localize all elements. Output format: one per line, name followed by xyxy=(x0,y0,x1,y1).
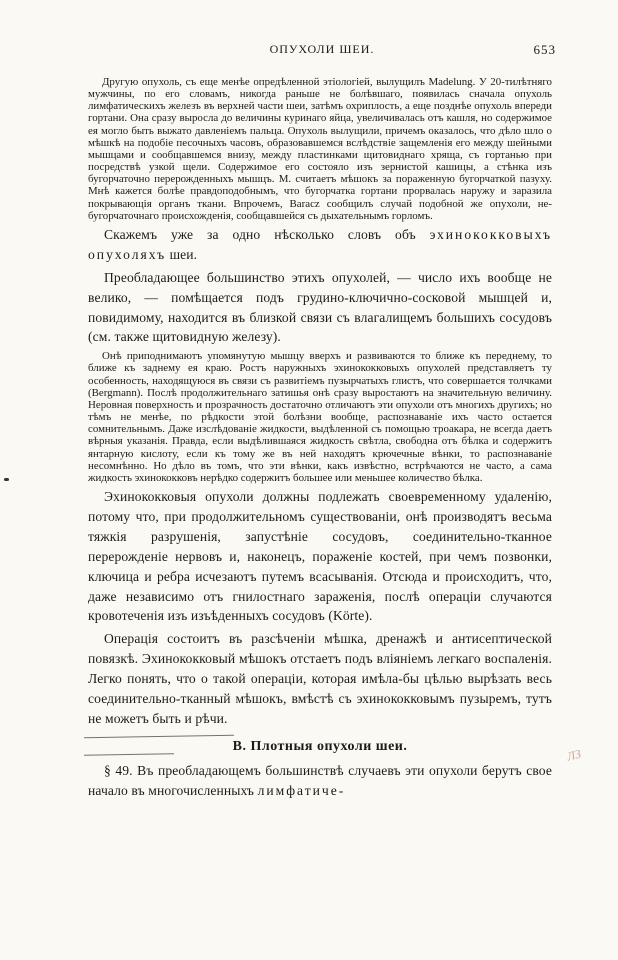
paragraph-removal: Эхинококковыя опухоли должны подлежать своевременному удаленію, потому что, при продолжительномъ существованіи, онѣ производятъ весьма тяжкія разрушенія, запустѣніе сосудовъ, соединительно-тканное перерожденіе нервовъ и, наконецъ, пораженіе костей, при чемъ позвонки, ключица и ребра исчезаютъ путемъ всасыванія. Отсюда и происходитъ, что, даже независимо отъ гнилостнаго зараженія, послѣ операціи случаются кровотеченія изъ изъѣденныхъ сосудовъ (Körte). xyxy=(88,489,552,624)
margin-note: ЛЗ xyxy=(565,746,583,764)
paragraph-operation: Операція состоитъ въ разсѣченіи мѣшка, дренажѣ и антисептической повязкѣ. Эхинококковый мѣшокъ отстаетъ подъ вліяніемъ легкаго воспаленія. Легко понять, что о такой операціи, которая имѣла-бы цѣлью вырѣзать весь соединительно-тканный мѣшокъ, вмѣстѣ съ эхинококковымъ пузыремъ, тутъ не можетъ быть и рѣчи. xyxy=(88,631,552,726)
running-title: ОПУХОЛИ ШЕИ. xyxy=(269,42,375,56)
page-number: 653 xyxy=(533,42,556,57)
paragraph-madelung-case: Другую опухоль, съ еще менѣе опредѣленной этіологіей, вылущилъ Madelung. У 20-тилѣтняго мужчины, по его словамъ, никогда раньше не болѣвшаго, появилась сначала опухоль лимфатическихъ железъ въ верхней части шеи, затѣмъ охриплость, а еще позднѣе опухоль впереди гортани. Она сразу выросла до величины куринаго яйца, увеличивалась отъ кашля, но содержимое ея могло быть выжато давленіемъ пальца. Опухоль вылущили, причемъ оказалось, что дѣло шло о мѣшкѣ на подобіе песочныхъ часовъ, образовавшемся вслѣдствіе защемленія его между шейными мышцами и сообщавшемся внизу, между пластинками щитовиднаго хряща, съ гортанью при посредствѣ узкой щели. Содержимое его состояло изъ зернистой кашицы, а стѣнка изъ бугорчаточно перерожденныхъ мышцъ. M. считаетъ мѣшокъ за пораженную бугорчаткой пазуху. Мнѣ кажется болѣе правдоподобнымъ, что бугорчатка гортани прорвалась наружу и заразила покрывающія органъ ткани. Впрочемъ, Baracz сообщилъ случай подобной же опухоли, не-бугорчаточнаго происхожденія, сообщавшейся съ дыхательнымъ горломъ. xyxy=(88,76,552,222)
paragraph-echinococcus-intro-lead: Скажемъ уже за одно нѣсколько словъ объ xyxy=(104,226,416,242)
section-heading: B. Плотныя опухоли шеи. xyxy=(232,738,408,754)
margin-dot xyxy=(4,478,9,481)
paragraph-growth-diagnosis: Онѣ приподнимаютъ упомянутую мышцу вверхъ и развиваются то ближе къ переднему, то ближе къ заднему ея краю. Ростъ наружныхъ эхинококковыхъ опухолей представляетъ ту особенность, находящуюся въ связи съ развитіемъ пузырчатыхъ глистъ, что совершается толчками (Bergmann). Послѣ продолжительнаго затишья онѣ сразу выростаютъ на значительную величину. Неровная поверхность и прозрачность достаточно отличаютъ эти опухоли отъ многихъ другихъ; но тѣмъ не менѣе, по рѣдкости этой болѣзни вообще, распознаваніе ихъ часто остается сомнительнымъ. Даже изслѣдованіе жидкости, выдѣленной съ помощью троакара, не всегда даетъ вѣрныя указанія. Правда, если выдѣлившаяся жидкость свѣтла, свободна отъ бѣлка и содержитъ янтарную кислоту, если къ тому же въ ней находятъ крючечные вѣнки, то распознаваніе несомнѣнно. Но дѣло въ томъ, что эти вѣнки, какъ извѣстно, встрѣчаются не часто, а сама жидкость эхинококковъ нерѣдко содержитъ большее или меньшее количество бѣлка. xyxy=(88,350,552,484)
paragraph-echinococcus-intro xyxy=(88,225,552,265)
paragraph-solid-tumors-lead: § 49. Въ преобладающемъ большинствѣ случаевъ эти опухоли берутъ свое начало въ многочисленныхъ xyxy=(88,762,552,798)
paragraph-solid-tumors xyxy=(88,761,552,801)
paragraph-solid-tumors-spaced: лимфатиче- xyxy=(257,782,346,798)
paragraph-echinococcus-intro-spaced: эхинококковыхъ опухоляхъ xyxy=(88,226,553,262)
running-head xyxy=(88,42,556,60)
paragraph-location: Преобладающее большинство этихъ опухолей, — число ихъ вообще не велико, — помѣщается подъ грудино-ключично-сосковой мышцей и, повидимому, находится въ близкой связи съ влагалищемъ большихъ сосудовъ (см. также щитовидную железу). xyxy=(88,269,552,345)
page-body xyxy=(88,76,552,804)
paragraph-echinococcus-intro-tail: шеи. xyxy=(169,246,198,262)
